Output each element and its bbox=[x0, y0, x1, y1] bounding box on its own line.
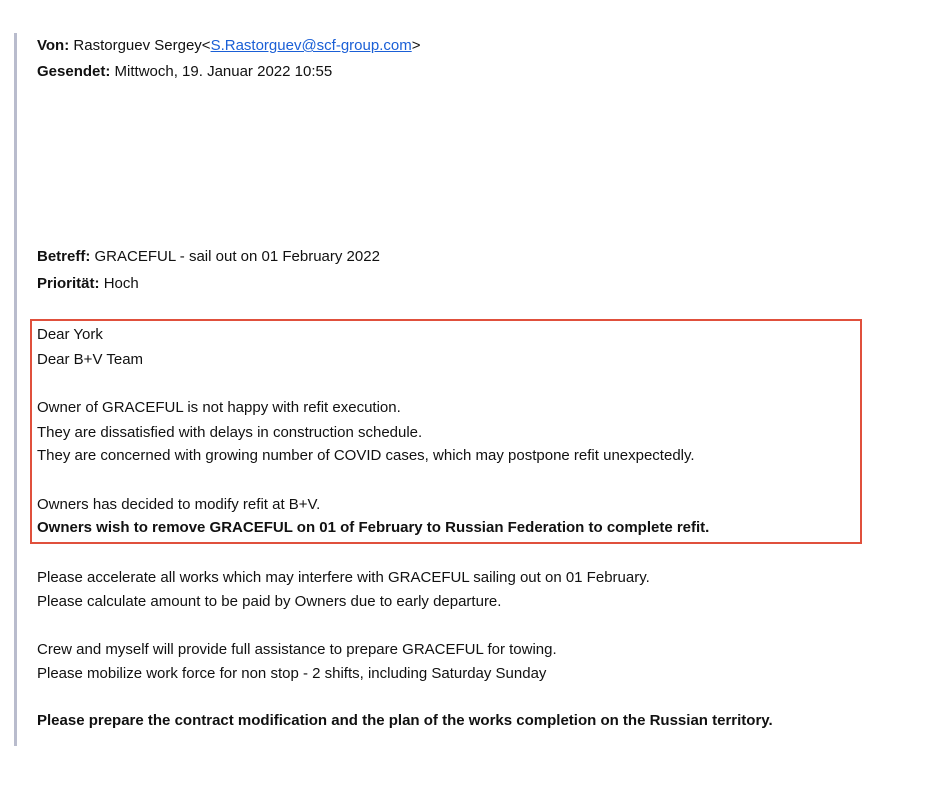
paragraph-dissatisfied: They are dissatisfied with delays in construction schedule. bbox=[37, 424, 423, 441]
subject-label: Betreff: bbox=[37, 248, 91, 265]
body-mobilize: Please mobilize work force for non stop - 2 shifts, including Saturday Sunday bbox=[37, 665, 547, 682]
sent-value: Mittwoch, 19. Januar 2022 10:55 bbox=[114, 63, 333, 80]
from-label: Von: bbox=[37, 37, 70, 54]
quote-bar bbox=[14, 33, 17, 746]
body-accelerate: Please accelerate all works which may interfere with GRACEFUL sailing out on 01 February. bbox=[37, 569, 650, 586]
greeting-team: Dear B+V Team bbox=[37, 351, 144, 368]
paragraph-covid: They are concerned with growing number of COVID cases, which may postpone refit unexpectedly. bbox=[37, 447, 695, 464]
paragraph-remove-graceful: Owners wish to remove GRACEFUL on 01 of February to Russian Federation to complete refit. bbox=[37, 519, 710, 536]
from-close-bracket: > bbox=[411, 37, 421, 54]
body-crew: Crew and myself will provide full assistance to prepare GRACEFUL for towing. bbox=[37, 641, 557, 658]
body-calculate: Please calculate amount to be paid by Owners due to early departure. bbox=[37, 593, 502, 610]
from-name: Rastorguev Sergey bbox=[73, 37, 202, 54]
sent-label: Gesendet: bbox=[37, 63, 111, 80]
priority-value: Hoch bbox=[103, 275, 139, 292]
from-line bbox=[37, 36, 420, 56]
body-contract-modification: Please prepare the contract modification and the plan of the works completion on the Russian territory. bbox=[37, 712, 773, 729]
priority-label: Priorität: bbox=[37, 275, 100, 292]
greeting-york: Dear York bbox=[37, 326, 103, 343]
sent-line bbox=[37, 62, 332, 82]
priority-line bbox=[37, 274, 139, 294]
from-open-bracket: < bbox=[201, 37, 211, 54]
subject-line bbox=[37, 247, 380, 267]
from-email-link[interactable]: S.Rastorguev@scf-group.com bbox=[210, 37, 412, 54]
subject-value: GRACEFUL - sail out on 01 February 2022 bbox=[94, 248, 380, 265]
paragraph-modify-refit: Owners has decided to modify refit at B+V. bbox=[37, 496, 321, 513]
paragraph-owner-unhappy: Owner of GRACEFUL is not happy with refit execution. bbox=[37, 399, 401, 416]
